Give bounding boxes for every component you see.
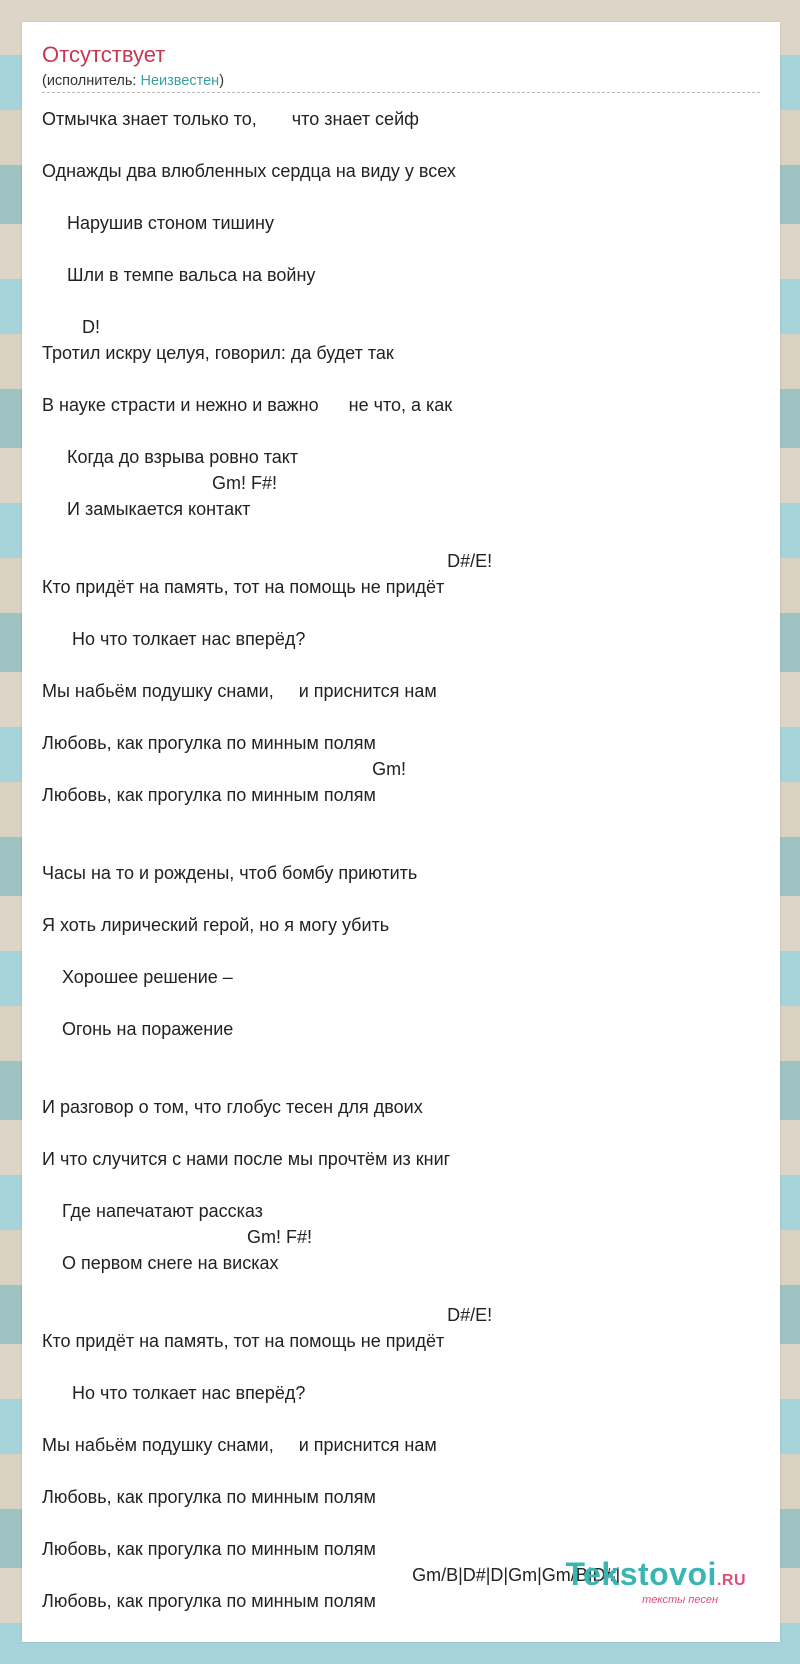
lyric-line [42,132,760,158]
lyric-line: Хорошее решение – [42,967,233,987]
lyric-line: Но что толкает нас вперёд? [42,629,306,649]
artist-suffix: ) [219,73,225,89]
lyrics-body [42,106,760,1614]
lyric-line: Gm! F#! [42,473,278,493]
lyric-line [42,990,760,1016]
lyric-line: D#/E! [42,551,493,571]
lyric-line: Кто придёт на память, тот на помощь не придёт [42,1331,445,1351]
lyric-line [42,236,760,262]
lyric-line [42,366,760,392]
lyric-line: Любовь, как прогулка по минным полям [42,785,376,805]
lyric-line: Нарушив стоном тишину [42,213,274,233]
logo-text: Tekstovoi [565,1556,717,1592]
logo-domain: .RU [716,1572,746,1589]
lyric-line: Шли в темпе вальса на войну [42,265,316,285]
artist-line [42,72,224,90]
lyric-line [42,418,760,444]
lyric-line: Тротил искру целуя, говорил: да будет так [42,343,394,363]
logo-tagline: тексты песен [642,1594,718,1606]
lyric-line: Кто придёт на память, тот на помощь не придёт [42,577,445,597]
lyric-line [42,652,760,678]
lyric-line: Любовь, как прогулка по минным полям [42,1487,376,1507]
lyric-line: Gm/B|D#|D|Gm|Gm/B|D#| [42,1565,621,1585]
lyric-line [42,522,760,548]
lyric-line [42,1354,760,1380]
artist-link[interactable]: Неизвестен [140,73,220,89]
lyric-line [42,886,760,912]
lyric-line: В науке страсти и нежно и важно не что, а как [42,395,453,415]
lyric-line: Любовь, как прогулка по минным полям [42,1539,376,1559]
lyric-line: Gm! [42,759,407,779]
lyrics-card [22,22,780,1642]
lyric-line: О первом снеге на висках [42,1253,279,1273]
lyric-line: Gm! F#! [42,1227,313,1247]
lyric-line: D! [42,317,101,337]
lyric-line [42,600,760,626]
lyric-line [42,288,760,314]
lyric-line: D#/E! [42,1305,493,1325]
lyric-line: Любовь, как прогулка по минным полям [42,1591,376,1611]
lyric-line: И замыкается контакт [42,499,251,519]
lyric-line [42,1172,760,1198]
lyric-line [42,1276,760,1302]
lyric-line [42,1458,760,1484]
lyric-line: Мы набьём подушку снами, и приснится нам [42,1435,437,1455]
lyric-line: Мы набьём подушку снами, и приснится нам [42,681,437,701]
lyric-line: И разговор о том, что глобус тесен для двоих [42,1097,423,1117]
site-logo[interactable] [565,1557,746,1606]
lyric-line [42,1120,760,1146]
lyric-line: Однажды два влюбленных сердца на виду у всех [42,161,456,181]
lyric-line: Где напечатают рассказ [42,1201,263,1221]
song-title: Отсутствует [42,42,166,67]
lyric-line [42,1406,760,1432]
lyric-line [42,1042,760,1068]
lyric-line [42,184,760,210]
lyric-line [42,834,760,860]
lyric-line: Часы на то и рождены, чтоб бомбу приютить [42,863,418,883]
lyric-line: Когда до взрыва ровно такт [42,447,299,467]
lyric-line: Огонь на поражение [42,1019,234,1039]
lyric-line [42,808,760,834]
lyric-line: Я хоть лирический герой, но я могу убить [42,915,390,935]
header-divider [42,92,760,93]
artist-prefix: (исполнитель: [42,73,141,89]
lyric-line [42,1068,760,1094]
lyric-line: Отмычка знает только то, что знает сейф [42,109,419,129]
lyric-line [42,704,760,730]
lyric-line: Любовь, как прогулка по минным полям [42,733,376,753]
lyric-line [42,1510,760,1536]
lyric-line: Но что толкает нас вперёд? [42,1383,306,1403]
lyric-line [42,938,760,964]
lyric-line: И что случится с нами после мы прочтём из книг [42,1149,451,1169]
